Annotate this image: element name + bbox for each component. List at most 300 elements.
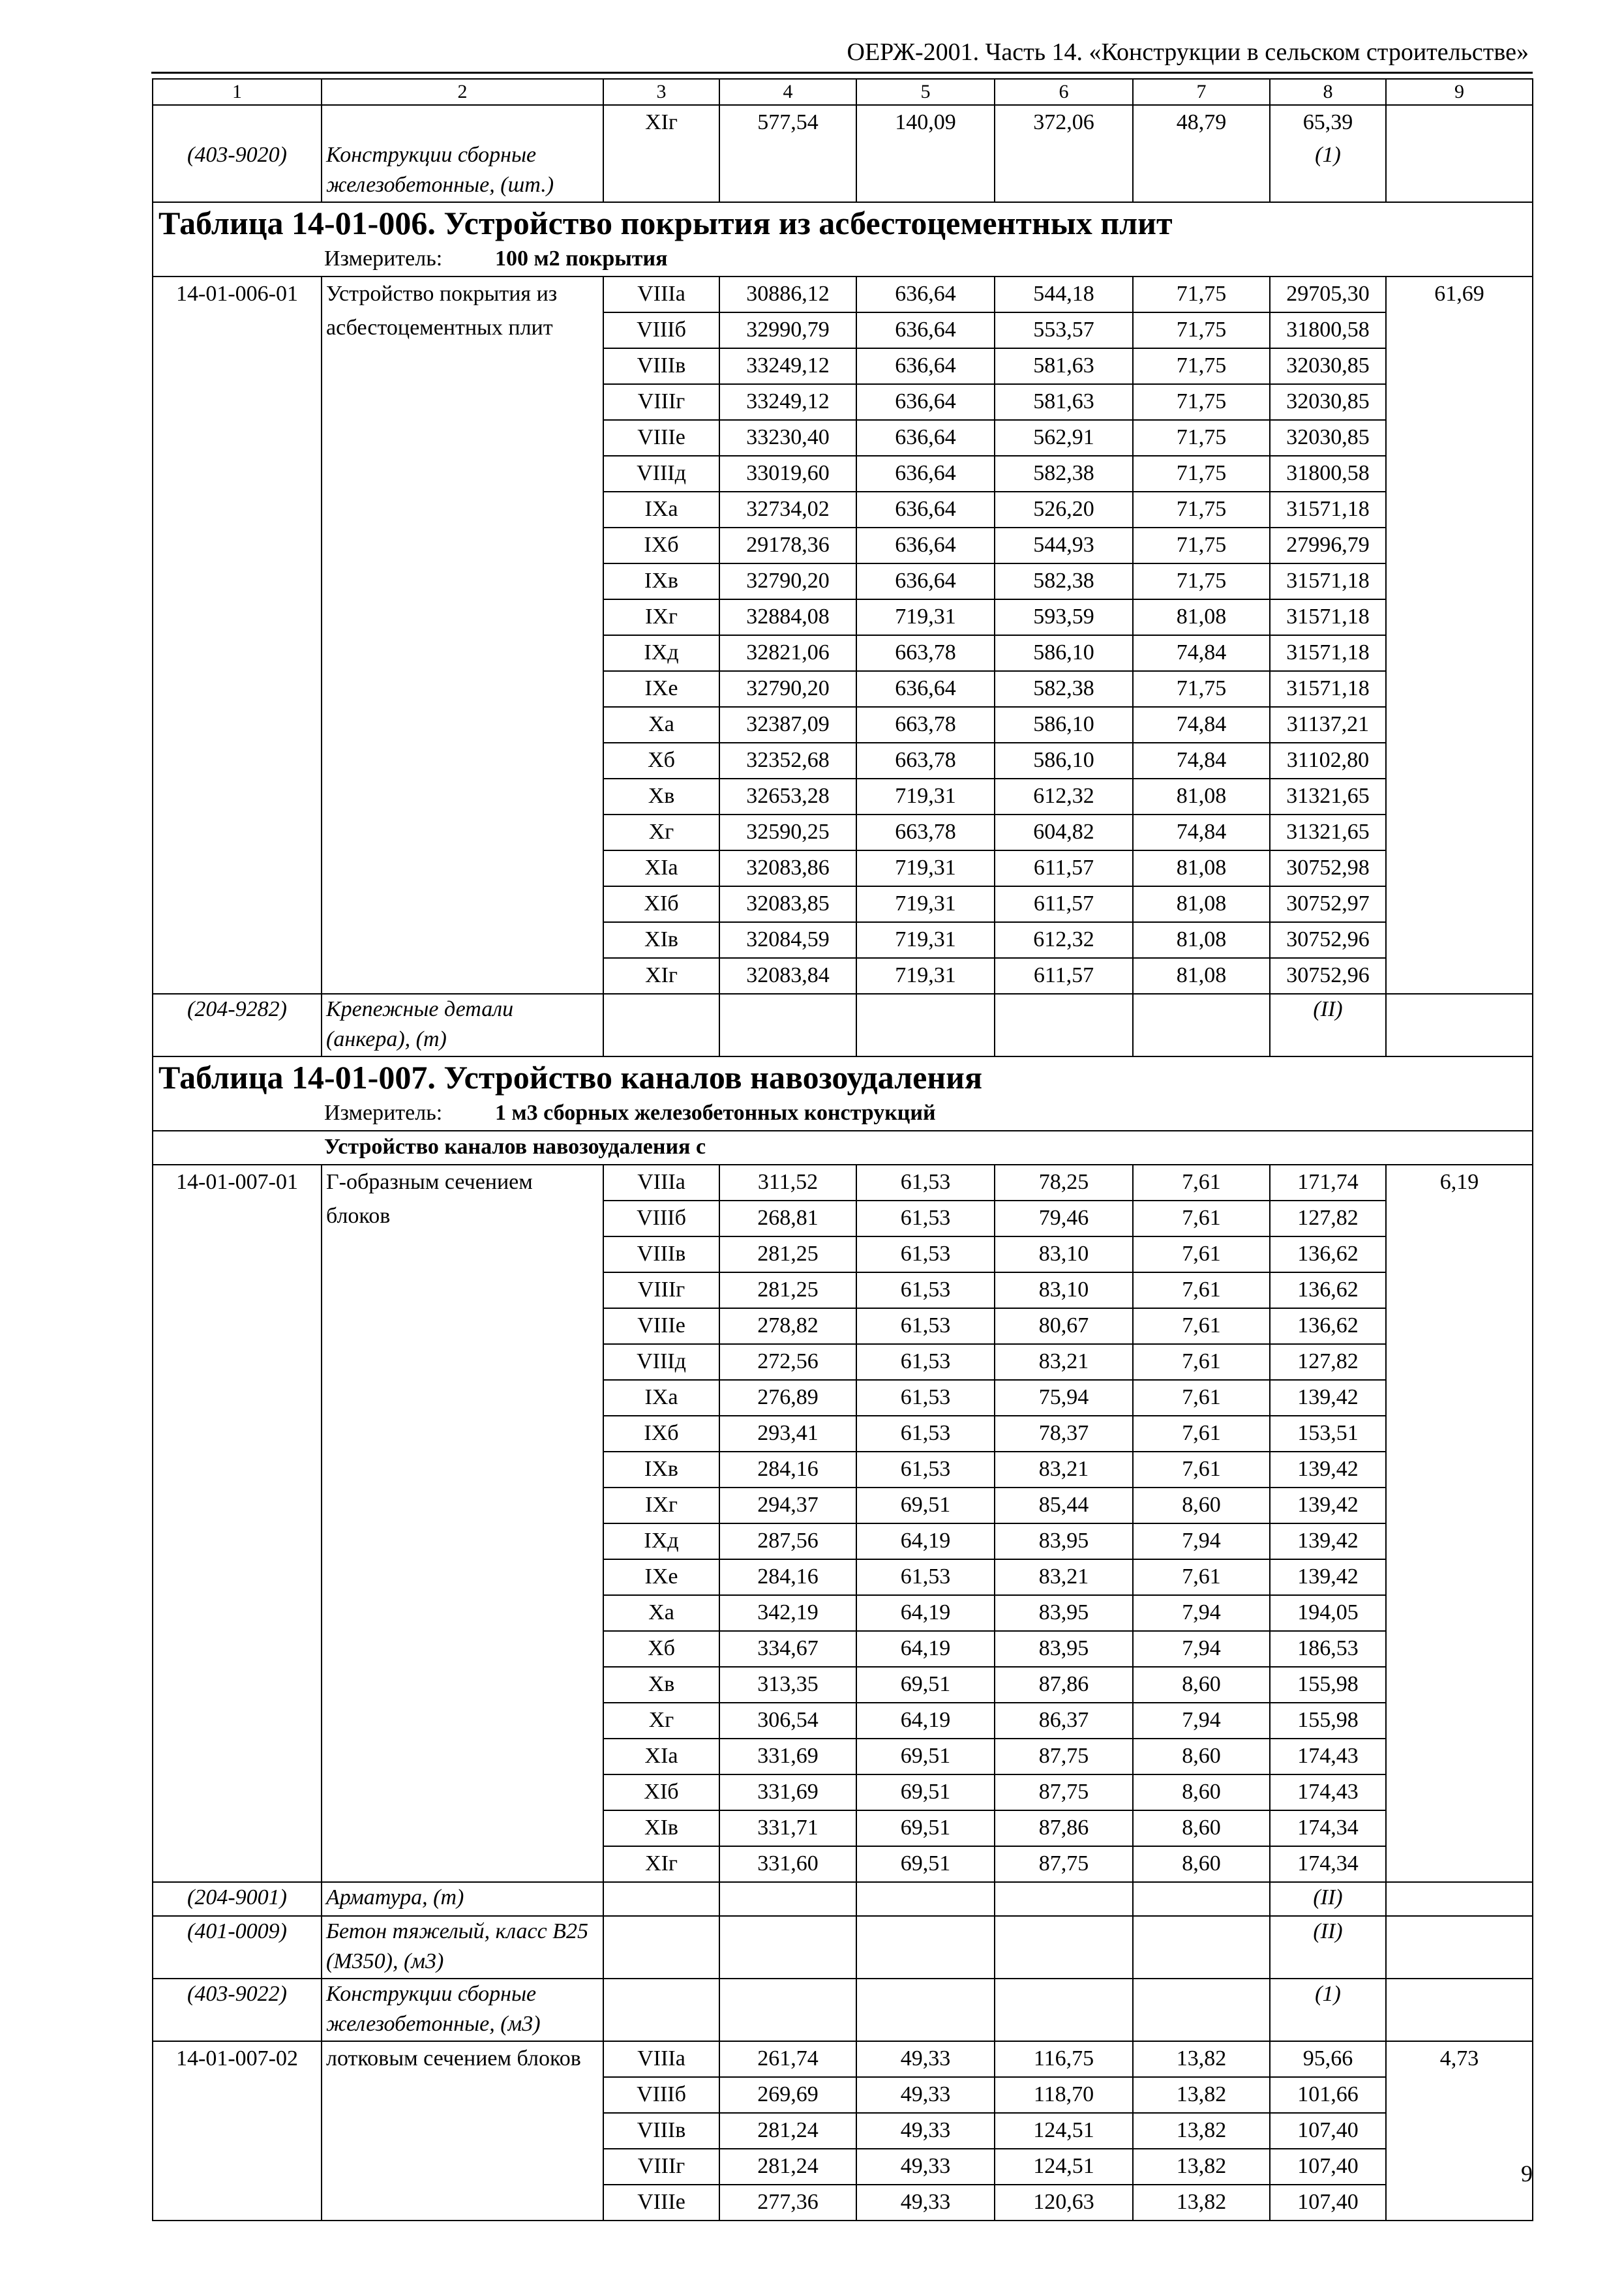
empty-cell [1386, 1979, 1533, 2041]
value-cell: 139,42 [1270, 1452, 1386, 1488]
value-cell: 30752,97 [1270, 886, 1386, 922]
value-cell: 33230,40 [719, 420, 856, 456]
value-cell: VIIIг [603, 2149, 719, 2185]
value-cell: 7,61 [1133, 1308, 1270, 1344]
value-cell: 313,35 [719, 1667, 856, 1703]
resource-code: (204-9282) [153, 994, 322, 1056]
value-cell: 581,63 [995, 384, 1133, 420]
value-cell: 636,64 [856, 277, 995, 312]
value-cell: 636,64 [856, 420, 995, 456]
value-cell: Xб [603, 743, 719, 779]
value-cell: 79,46 [995, 1201, 1133, 1236]
value-cell: Xб [603, 1631, 719, 1667]
value-cell: 293,41 [719, 1416, 856, 1452]
table-title-row [153, 202, 1533, 243]
value-cell: VIIIe [603, 420, 719, 456]
value-cell: 7,61 [1133, 1165, 1270, 1201]
resource-code: (401-0009) [153, 1916, 322, 1979]
value-cell: 49,33 [856, 2113, 995, 2149]
value-cell: 136,62 [1270, 1236, 1386, 1272]
value-cell: 719,31 [856, 958, 995, 994]
column-number: 9 [1386, 79, 1533, 105]
table-title: Таблица 14-01-007. Устройство каналов навозоудаления [153, 1056, 1533, 1098]
value-cell: 544,18 [995, 277, 1133, 312]
value-cell: 663,78 [856, 707, 995, 743]
value-cell: 7,94 [1133, 1703, 1270, 1739]
empty-cell [856, 1882, 995, 1916]
value-cell: 8,60 [1133, 1739, 1270, 1774]
resource-code: (204-9001) [153, 1882, 322, 1916]
value-cell: 78,37 [995, 1416, 1133, 1452]
value-cell: 31321,65 [1270, 779, 1386, 815]
value-cell: 139,42 [1270, 1523, 1386, 1559]
table-row [153, 277, 1533, 312]
code-cell [153, 105, 322, 140]
value-cell: 276,89 [719, 1380, 856, 1416]
value-cell: 7,61 [1133, 1272, 1270, 1308]
value-cell: 87,86 [995, 1810, 1133, 1846]
value-cell: IXб [603, 528, 719, 563]
value-cell: 8,60 [1133, 1774, 1270, 1810]
value-cell: 32387,09 [719, 707, 856, 743]
value-cell: 71,75 [1133, 456, 1270, 492]
value-cell: VIIIa [603, 277, 719, 312]
value-cell: 174,43 [1270, 1774, 1386, 1810]
value-cell: VIIIв [603, 348, 719, 384]
column-number: 5 [856, 79, 995, 105]
empty-cell [1133, 140, 1270, 202]
value-cell: 71,75 [1133, 563, 1270, 599]
resource-name: Конструкции сборные железобетонные, (шт.) [322, 140, 603, 202]
value-cell: 582,38 [995, 563, 1133, 599]
value-cell: 139,42 [1270, 1380, 1386, 1416]
value-cell: 7,61 [1133, 1201, 1270, 1236]
value-cell: 101,66 [1270, 2077, 1386, 2113]
empty-cell [856, 140, 995, 202]
value-cell: 331,69 [719, 1739, 856, 1774]
value-cell: 8,60 [1133, 1846, 1270, 1882]
value-cell: Xa [603, 707, 719, 743]
value-cell: 719,31 [856, 779, 995, 815]
value-cell: 32790,20 [719, 563, 856, 599]
value-cell: 33249,12 [719, 348, 856, 384]
value-cell: 284,16 [719, 1452, 856, 1488]
value-cell: 269,69 [719, 2077, 856, 2113]
measure-value: 100 м2 покрытия [495, 247, 668, 271]
value-cell: 81,08 [1133, 850, 1270, 886]
value-cell: 31137,21 [1270, 707, 1386, 743]
value-cell: 13,82 [1133, 2077, 1270, 2113]
value-cell: 342,19 [719, 1595, 856, 1631]
value-cell: 61,53 [856, 1308, 995, 1344]
resource-class: (1) [1270, 1979, 1386, 2041]
value-cell: 31571,18 [1270, 599, 1386, 635]
resource-row [153, 1979, 1533, 2041]
value-cell: 87,75 [995, 1846, 1133, 1882]
value-cell: IXб [603, 1416, 719, 1452]
value-cell: 331,69 [719, 1774, 856, 1810]
item-index: 6,19 [1386, 1165, 1533, 1882]
empty-cell [856, 1979, 995, 2041]
value-cell: 31102,80 [1270, 743, 1386, 779]
measure-row [153, 243, 1533, 277]
value-cell: 81,08 [1133, 958, 1270, 994]
resource-code: (403-9020) [153, 140, 322, 202]
value-cell: 83,95 [995, 1631, 1133, 1667]
resource-class: (1) [1270, 140, 1386, 202]
value-cell: 553,57 [995, 312, 1133, 348]
value-cell: 311,52 [719, 1165, 856, 1201]
value-cell: 31571,18 [1270, 671, 1386, 707]
value-cell: IXд [603, 1523, 719, 1559]
value-cell: 32790,20 [719, 671, 856, 707]
value-cell: 278,82 [719, 1308, 856, 1344]
empty-cell [1386, 140, 1533, 202]
value-cell: 33249,12 [719, 384, 856, 420]
value-cell: 281,24 [719, 2149, 856, 2185]
value-cell: 719,31 [856, 599, 995, 635]
value-cell: 69,51 [856, 1739, 995, 1774]
value-cell: 581,63 [995, 348, 1133, 384]
value-cell: 31800,58 [1270, 456, 1386, 492]
value-cell: VIIIб [603, 312, 719, 348]
value-cell: 171,74 [1270, 1165, 1386, 1201]
resource-name: Бетон тяжелый, класс B25 (М350), (м3) [322, 1916, 603, 1979]
value-cell: 29705,30 [1270, 277, 1386, 312]
item-name: лотковым сечением блоков [322, 2041, 603, 2221]
value-cell: 544,93 [995, 528, 1133, 563]
value-cell: 7,94 [1133, 1631, 1270, 1667]
empty-cell [995, 1882, 1133, 1916]
value-cell: 124,51 [995, 2149, 1133, 2185]
column-number: 7 [1133, 79, 1270, 105]
empty-cell [1386, 1916, 1533, 1979]
empty-cell [1133, 1979, 1270, 2041]
empty-cell [719, 994, 856, 1056]
empty-cell [1386, 1882, 1533, 1916]
value-cell: 81,08 [1133, 886, 1270, 922]
value-cell: 61,53 [856, 1236, 995, 1272]
value-cell: 636,64 [856, 312, 995, 348]
item-index: 61,69 [1386, 277, 1533, 994]
value-cell: 719,31 [856, 886, 995, 922]
value-cell: 118,70 [995, 2077, 1133, 2113]
empty-cell [995, 140, 1133, 202]
value-cell: 83,10 [995, 1272, 1133, 1308]
value-cell: 95,66 [1270, 2041, 1386, 2077]
value-cell: 32884,08 [719, 599, 856, 635]
value-cell: IXe [603, 1559, 719, 1595]
item-index: 4,73 [1386, 2041, 1533, 2221]
subheading-row [153, 1131, 1533, 1165]
measure-row [153, 1098, 1533, 1131]
value-cell: 30752,96 [1270, 922, 1386, 958]
value-cell: 81,08 [1133, 599, 1270, 635]
column-number: 2 [322, 79, 603, 105]
resource-row [153, 1916, 1533, 1979]
estimate-table [152, 78, 1533, 2221]
value-cell: 83,21 [995, 1452, 1133, 1488]
table-title: Таблица 14-01-006. Устройство покрытия из асбестоцементных плит [153, 202, 1533, 243]
resource-class: (II) [1270, 994, 1386, 1056]
resource-name: Конструкции сборные железобетонные, (м3) [322, 1979, 603, 2041]
value-cell: 29178,36 [719, 528, 856, 563]
empty-cell [995, 1979, 1133, 2041]
value-cell: IXг [603, 599, 719, 635]
value-cell: XIa [603, 850, 719, 886]
value-cell: VIIIд [603, 456, 719, 492]
value-cell: 136,62 [1270, 1272, 1386, 1308]
value-cell: 64,19 [856, 1631, 995, 1667]
value-cell: 87,86 [995, 1667, 1133, 1703]
value-cell: 107,40 [1270, 2185, 1386, 2221]
value-cell: 331,71 [719, 1810, 856, 1846]
item-code: 14-01-007-02 [153, 2041, 322, 2221]
value-cell: 87,75 [995, 1739, 1133, 1774]
value-cell: 124,51 [995, 2113, 1133, 2149]
value-cell: 306,54 [719, 1703, 856, 1739]
value-cell: VIIIд [603, 1344, 719, 1380]
value-cell: 7,61 [1133, 1416, 1270, 1452]
value-cell: 586,10 [995, 743, 1133, 779]
value-cell: 61,53 [856, 1344, 995, 1380]
value-cell: 83,21 [995, 1559, 1133, 1595]
table-title-row [153, 1056, 1533, 1098]
value-cell: 61,53 [856, 1272, 995, 1308]
value-cell: 13,82 [1133, 2113, 1270, 2149]
value-cell: Xг [603, 1703, 719, 1739]
item-name: Г-образным сечением блоков [322, 1165, 603, 1882]
value-cell: 69,51 [856, 1774, 995, 1810]
value-cell: 155,98 [1270, 1703, 1386, 1739]
value-cell: 612,32 [995, 922, 1133, 958]
empty-cell [603, 1882, 719, 1916]
resource-name: Крепежные детали (анкера), (т) [322, 994, 603, 1056]
value-cell: 155,98 [1270, 1667, 1386, 1703]
value-cell: 49,33 [856, 2149, 995, 2185]
value-cell: 13,82 [1133, 2149, 1270, 2185]
value-cell: 49,33 [856, 2041, 995, 2077]
resource-class: (II) [1270, 1882, 1386, 1916]
column-number: 6 [995, 79, 1133, 105]
value-cell: 611,57 [995, 958, 1133, 994]
table-body [153, 79, 1533, 2221]
value-cell: VIIIe [603, 2185, 719, 2221]
value-cell: VIIIa [603, 1165, 719, 1201]
value-cell: 139,42 [1270, 1559, 1386, 1595]
value-cell: 281,24 [719, 2113, 856, 2149]
value-cell: 64,19 [856, 1595, 995, 1631]
running-header [151, 38, 1533, 74]
measure-label: Измеритель: [324, 247, 443, 271]
value-cell: 287,56 [719, 1523, 856, 1559]
value-cell: 32084,59 [719, 922, 856, 958]
value-cell: XIг [603, 1846, 719, 1882]
value-cell: 61,53 [856, 1380, 995, 1416]
value-cell: 281,25 [719, 1236, 856, 1272]
column-number: 1 [153, 79, 322, 105]
value-cell: 32653,28 [719, 779, 856, 815]
resource-row [153, 1882, 1533, 1916]
resource-name: Арматура, (т) [322, 1882, 603, 1916]
value-cell: 78,25 [995, 1165, 1133, 1201]
value-cell: 604,82 [995, 815, 1133, 850]
value-cell: 612,32 [995, 779, 1133, 815]
index-cell [1386, 105, 1533, 140]
value-cell: Xв [603, 779, 719, 815]
value-cell: 71,75 [1133, 671, 1270, 707]
value-cell: 69,51 [856, 1810, 995, 1846]
value-cell: 663,78 [856, 815, 995, 850]
empty-cell [995, 994, 1133, 1056]
value-cell: 636,64 [856, 492, 995, 528]
header-title: ОЕРЖ-2001. Часть 14. «Конструкции в сельском строительстве» [847, 38, 1529, 66]
value-cell: 61,53 [856, 1165, 995, 1201]
value-cell: 32990,79 [719, 312, 856, 348]
value-cell: 83,21 [995, 1344, 1133, 1380]
value-cell: 71,75 [1133, 277, 1270, 312]
value-cell: 611,57 [995, 886, 1133, 922]
item-code: 14-01-007-01 [153, 1165, 322, 1882]
item-name: Устройство покрытия из асбестоцементных плит [322, 277, 603, 994]
value-cell: 87,75 [995, 1774, 1133, 1810]
value-cell: 636,64 [856, 384, 995, 420]
value-cell: 71,75 [1133, 492, 1270, 528]
value-cell: VIIIa [603, 2041, 719, 2077]
value-cell: 83,95 [995, 1595, 1133, 1631]
value-cell: 61,53 [856, 1452, 995, 1488]
value-cell: IXг [603, 1488, 719, 1523]
value-cell: 284,16 [719, 1559, 856, 1595]
measure-label: Измеритель: [324, 1101, 443, 1125]
value-cell: XIб [603, 1774, 719, 1810]
value-cell: 85,44 [995, 1488, 1133, 1523]
value-cell: 48,79 [1133, 105, 1270, 140]
value-cell: 31800,58 [1270, 312, 1386, 348]
value-cell: 83,10 [995, 1236, 1133, 1272]
value-cell: 30752,96 [1270, 958, 1386, 994]
value-cell: 64,19 [856, 1523, 995, 1559]
empty-cell [1386, 994, 1533, 1056]
column-number: 4 [719, 79, 856, 105]
value-cell: 294,37 [719, 1488, 856, 1523]
value-cell: 268,81 [719, 1201, 856, 1236]
value-cell: 107,40 [1270, 2149, 1386, 2185]
value-cell: 31571,18 [1270, 492, 1386, 528]
value-cell: 272,56 [719, 1344, 856, 1380]
value-cell: 80,67 [995, 1308, 1133, 1344]
value-cell: Xг [603, 815, 719, 850]
resource-code: (403-9022) [153, 1979, 322, 2041]
value-cell: 74,84 [1133, 815, 1270, 850]
value-cell: IXв [603, 563, 719, 599]
value-cell: 7,61 [1133, 1452, 1270, 1488]
value-cell: 33019,60 [719, 456, 856, 492]
value-cell: 663,78 [856, 743, 995, 779]
value-cell: 8,60 [1133, 1488, 1270, 1523]
value-cell: 277,36 [719, 2185, 856, 2221]
value-cell: 69,51 [856, 1488, 995, 1523]
value-cell: VIIIe [603, 1308, 719, 1344]
empty-cell [719, 1882, 856, 1916]
value-cell: 174,34 [1270, 1810, 1386, 1846]
empty-cell [856, 1916, 995, 1979]
value-cell: 116,75 [995, 2041, 1133, 2077]
value-cell: VIIIв [603, 1236, 719, 1272]
empty-cell [603, 1916, 719, 1979]
value-cell: 74,84 [1133, 743, 1270, 779]
value-cell: 719,31 [856, 922, 995, 958]
value-cell: 140,09 [856, 105, 995, 140]
value-cell: 71,75 [1133, 420, 1270, 456]
table-row [153, 1165, 1533, 1201]
value-cell: 32030,85 [1270, 420, 1386, 456]
value-cell: 663,78 [856, 635, 995, 671]
value-cell: 32083,85 [719, 886, 856, 922]
value-cell: 372,06 [995, 105, 1133, 140]
value-cell: 31321,65 [1270, 815, 1386, 850]
value-cell: 719,31 [856, 850, 995, 886]
value-cell: 30886,12 [719, 277, 856, 312]
resource-row [153, 994, 1533, 1056]
page-number: 9 [1521, 2161, 1533, 2187]
value-cell: XIв [603, 922, 719, 958]
value-cell: XIг [603, 958, 719, 994]
value-cell: Xa [603, 1595, 719, 1631]
value-cell: 32352,68 [719, 743, 856, 779]
value-cell: 71,75 [1133, 528, 1270, 563]
item-code: 14-01-006-01 [153, 277, 322, 994]
value-cell: 69,51 [856, 1667, 995, 1703]
table-row [153, 105, 1533, 140]
value-cell: VIIIг [603, 1272, 719, 1308]
empty-cell [1133, 994, 1270, 1056]
value-cell: 127,82 [1270, 1344, 1386, 1380]
value-cell: 32030,85 [1270, 384, 1386, 420]
value-cell: 65,39 [1270, 105, 1386, 140]
empty-cell [1133, 1916, 1270, 1979]
value-cell: 49,33 [856, 2077, 995, 2113]
value-cell: 31571,18 [1270, 563, 1386, 599]
value-cell: 7,61 [1133, 1236, 1270, 1272]
value-cell: 334,67 [719, 1631, 856, 1667]
value-cell: 186,53 [1270, 1631, 1386, 1667]
value-cell: 636,64 [856, 528, 995, 563]
value-cell: 636,64 [856, 348, 995, 384]
value-cell: 174,34 [1270, 1846, 1386, 1882]
value-cell: 32590,25 [719, 815, 856, 850]
empty-cell [603, 994, 719, 1056]
value-cell: 61,53 [856, 1559, 995, 1595]
value-cell: 32734,02 [719, 492, 856, 528]
value-cell: 636,64 [856, 563, 995, 599]
value-cell: 13,82 [1133, 2185, 1270, 2221]
value-cell: Xв [603, 1667, 719, 1703]
value-cell: 586,10 [995, 635, 1133, 671]
value-cell: 32083,84 [719, 958, 856, 994]
resource-class: (II) [1270, 1916, 1386, 1979]
value-cell: 83,95 [995, 1523, 1133, 1559]
value-cell: XIa [603, 1739, 719, 1774]
value-cell: 7,94 [1133, 1523, 1270, 1559]
value-cell: 127,82 [1270, 1201, 1386, 1236]
value-cell: IXe [603, 671, 719, 707]
value-cell: 636,64 [856, 456, 995, 492]
table-row [153, 2041, 1533, 2077]
value-cell: 136,62 [1270, 1308, 1386, 1344]
value-cell: XIг [603, 105, 719, 140]
value-cell: 636,64 [856, 671, 995, 707]
